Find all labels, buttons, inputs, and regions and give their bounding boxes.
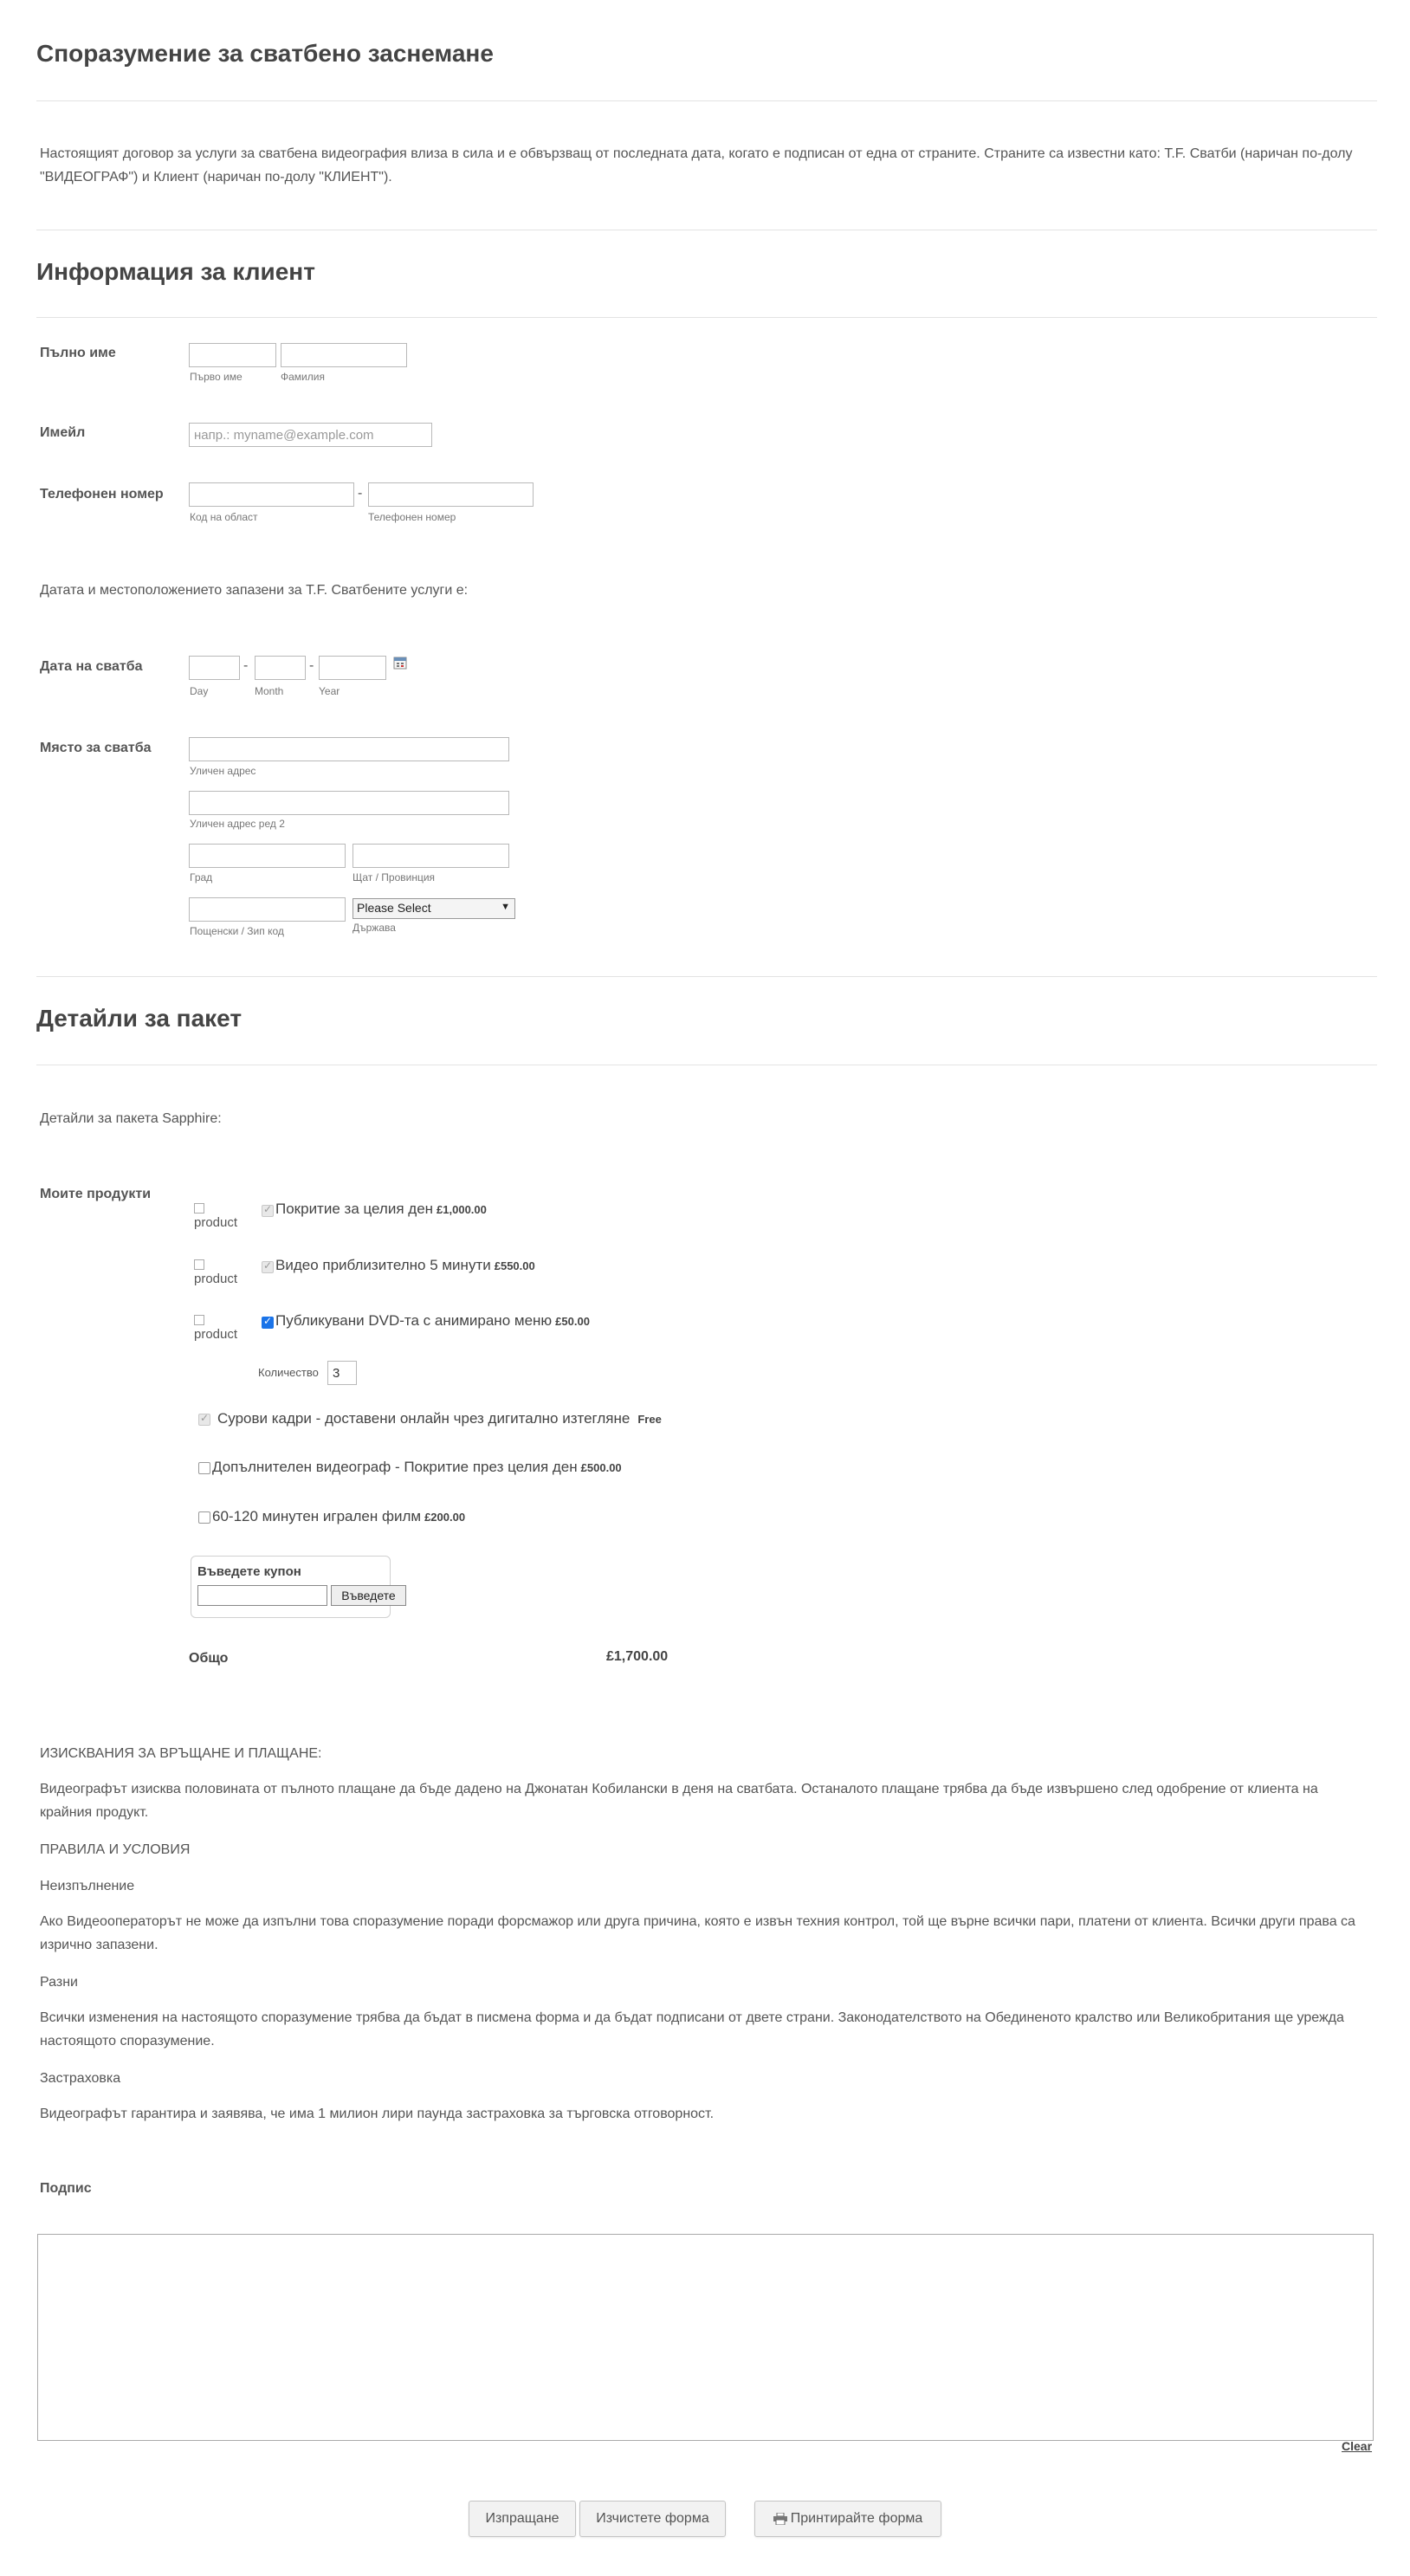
wedding-date-label: Дата на сватба [40, 659, 143, 674]
zip-sublabel: Пощенски / Зип код [190, 925, 284, 937]
state-input[interactable] [352, 844, 509, 868]
extra-checkbox[interactable] [198, 1462, 210, 1474]
day-input[interactable] [189, 656, 240, 680]
product-checkbox[interactable] [262, 1205, 274, 1217]
last-name-sublabel: Фамилия [281, 371, 325, 383]
product-option: Покритие за целия ден £1,000.00 [275, 1201, 487, 1217]
insurance-text: Видеографът гарантира и заявява, че има 1 милион лири паунда застраховка за търговска отговорност. [40, 2107, 715, 2121]
signature-pad[interactable] [37, 2234, 1374, 2441]
apply-coupon-button[interactable]: Въведете [331, 1585, 406, 1606]
extra-checkbox[interactable] [198, 1414, 210, 1426]
total-value: £1,700.00 [606, 1649, 669, 1664]
clear-form-button[interactable]: Изчистете форма [579, 2501, 726, 2537]
package-intro-text: Детайли за пакета Sapphire: [40, 1111, 222, 1126]
client-section-heading: Информация за клиент [36, 258, 315, 285]
divider [36, 976, 1377, 977]
total-label: Общо [189, 1651, 229, 1666]
phone-label: Телефонен номер [40, 487, 164, 502]
divider [36, 100, 1377, 101]
email-input[interactable] [189, 423, 432, 447]
page-title: Споразумение за сватбено заснемане [36, 40, 494, 67]
product-checkbox[interactable] [262, 1317, 274, 1329]
product-image: product [194, 1312, 237, 1342]
refund-heading: ИЗИСКВАНИЯ ЗА ВРЪЩАНЕ И ПЛАЩАНЕ: [40, 1746, 322, 1761]
rules-heading: ПРАВИЛА И УСЛОВИЯ [40, 1842, 191, 1857]
state-sublabel: Щат / Провинция [352, 871, 436, 883]
month-input[interactable] [255, 656, 306, 680]
submit-button[interactable]: Изпращане [469, 2501, 576, 2537]
product-option: Публикувани DVD-та с анимирано меню £50.00 [275, 1312, 590, 1329]
area-code-sublabel: Код на област [190, 511, 258, 523]
signature-label: Подпис [40, 2181, 92, 2196]
last-name-input[interactable] [281, 343, 407, 367]
coupon-label: Въведете купон [197, 1564, 301, 1579]
product-option: Видео приблизително 5 минути £550.00 [275, 1257, 535, 1273]
extra-option: Допълнителен видеограф - Покритие през целия ден £500.00 [212, 1459, 622, 1475]
date-separator: - [309, 658, 314, 673]
country-select[interactable] [352, 898, 515, 919]
refund-text: Видеографът изисква половината от пълното плащане да бъде дадено на Джонатан Кобилански в деня на сватбата. Останалото плащане трябва да бъде извършено след одобрение от клиента на крайния продукт. [40, 1782, 1318, 1820]
nonperformance-heading: Неизпълнение [40, 1879, 135, 1893]
divider [36, 317, 1377, 318]
misc-text: Всички изменения на настоящото споразумение трябва да бъдат в писмена форма и да бъдат подписани от двете страни. Законодателството на Обединеното кралство или Великобритания ще урежда настоящото споразумение. [40, 2010, 1344, 2049]
product-image: product [194, 1257, 237, 1286]
quantity-input[interactable] [327, 1361, 357, 1385]
city-input[interactable] [189, 844, 346, 868]
area-code-input[interactable] [189, 482, 354, 507]
street-address-sublabel: Уличен адрес [190, 765, 256, 777]
extra-option: 60-120 минутен игрален филм £200.00 [212, 1508, 466, 1524]
quantity-label: Количество [258, 1366, 319, 1379]
printer-icon [773, 2513, 787, 2525]
email-label: Имейл [40, 425, 86, 440]
print-form-label: Принтирайте форма [790, 2511, 923, 2526]
date-separator: - [243, 658, 249, 673]
nonperformance-text: Ако Видеооператорът не може да изпълни това споразумение поради форсмажор или друга причина, която е извън техния контрол, той ще върне всички пари, платени от клиента. Всички други права са изрично запазени. [40, 1914, 1355, 1952]
print-form-button[interactable] [754, 2501, 941, 2537]
calendar-icon[interactable] [393, 656, 407, 670]
package-section-heading: Детайли за пакет [36, 1005, 243, 1032]
chevron-down-icon: ▼ [501, 902, 510, 912]
first-name-sublabel: Първо име [190, 371, 243, 383]
day-sublabel: Day [190, 685, 209, 697]
phone-number-input[interactable] [368, 482, 534, 507]
extra-checkbox[interactable] [198, 1511, 210, 1524]
street-address-input[interactable] [189, 737, 509, 761]
extra-option: Сурови кадри - доставени онлайн чрез дигитално изтегляне Free [217, 1410, 662, 1427]
first-name-input[interactable] [189, 343, 276, 367]
product-checkbox[interactable] [262, 1261, 274, 1273]
misc-heading: Разни [40, 1975, 78, 1990]
year-sublabel: Year [319, 685, 340, 697]
zip-input[interactable] [189, 897, 346, 922]
street-address-2-input[interactable] [189, 791, 509, 815]
intro-text: Настоящият договор за услуги за сватбена видеография влиза в сила и е обвързващ от последната дата, когато е подписан от една от страните. Страните са известни като: T.F. Сватби (наричан по-долу "ВИДЕОГРАФ") и Клиент (наричан по-долу "КЛИЕНТ"). [40, 146, 1353, 184]
country-select-value: Please Select [357, 901, 431, 915]
year-input[interactable] [319, 656, 386, 680]
month-sublabel: Month [255, 685, 284, 697]
products-label: Моите продукти [40, 1187, 152, 1201]
phone-number-sublabel: Телефонен номер [368, 511, 456, 523]
product-image: product [194, 1201, 237, 1230]
street-address-2-sublabel: Уличен адрес ред 2 [190, 818, 285, 830]
signature-clear-link[interactable]: Clear [1342, 2439, 1373, 2453]
city-sublabel: Град [190, 871, 213, 883]
coupon-input[interactable] [197, 1585, 327, 1606]
full-name-label: Пълно име [40, 346, 116, 360]
venue-label: Място за сватба [40, 741, 152, 755]
insurance-heading: Застраховка [40, 2071, 121, 2086]
date-intro-text: Датата и местоположението запазени за T.F. Сватбените услуги е: [40, 583, 469, 598]
phone-separator: - [358, 486, 363, 501]
country-sublabel: Държава [352, 922, 396, 934]
